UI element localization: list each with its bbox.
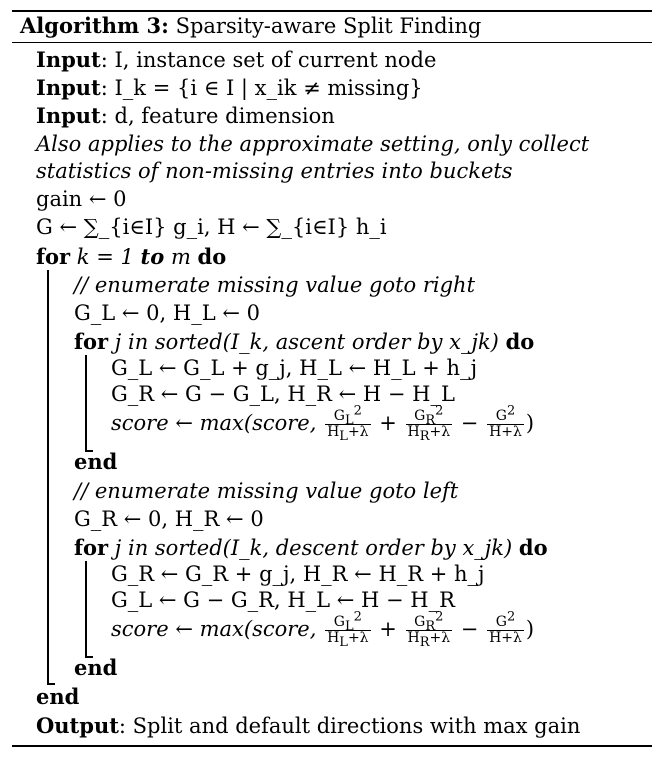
do-keyword: do xyxy=(505,329,535,354)
ascent-clause: j in sorted(I_k, ascent order by x_jk) xyxy=(114,330,499,354)
do-keyword: do xyxy=(518,535,548,560)
input-line-3 xyxy=(36,103,335,129)
input-text: : I_k = {i ∈ I | x_ik ≠ missing} xyxy=(100,76,423,100)
ascent-loop-bar xyxy=(85,355,87,451)
input-line-2 xyxy=(36,75,423,101)
output-keyword: Output xyxy=(36,713,119,738)
output-line xyxy=(36,713,580,739)
end-outer: end xyxy=(36,684,80,709)
fraction-g: $\frac{G^2}{H+\lambda}$ xyxy=(489,609,522,646)
init-right-stats: G_R ← 0, H_R ← 0 xyxy=(74,507,264,531)
for-keyword: for xyxy=(36,244,71,269)
input-keyword: Input xyxy=(36,75,101,100)
comment-missing-left: // enumerate missing value goto left xyxy=(74,479,459,503)
descent-score: score ← max(score, $\frac{G_L^2}{H_L+\lambda}$ + $\frac{G_R^2}{H_R+\lambda}$ − $\frac{G^2}{H+\lambda}$ ) xyxy=(111,609,535,650)
for-descent xyxy=(74,535,548,561)
do-keyword: do xyxy=(197,244,227,269)
init-left-stats: G_L ← 0, H_L ← 0 xyxy=(74,301,260,325)
descent-update-2: G_L ← G − G_R, H_L ← H − H_R xyxy=(111,588,455,612)
to-keyword: to xyxy=(140,244,165,269)
output-text: : Split and default directions with max gain xyxy=(118,714,581,738)
for-keyword: for xyxy=(74,329,109,354)
ascent-score: score ← max(score, $\frac{G_L^2}{H_L+\lambda}$ + $\frac{G_R^2}{H_R+\lambda}$ − $\frac{G^2}{H+\lambda}$ ) xyxy=(111,403,535,444)
loop-var: k = 1 xyxy=(76,245,134,269)
bottom-rule xyxy=(12,745,652,747)
loop-end: m xyxy=(170,245,191,269)
input-keyword: Input xyxy=(36,103,101,128)
algorithm-label: Algorithm 3: xyxy=(20,13,169,38)
note-line-2: statistics of non-missing entries into buckets xyxy=(36,159,513,183)
top-rule xyxy=(12,10,652,12)
algorithm-name: Sparsity-aware Split Finding xyxy=(175,14,482,38)
input-line-1 xyxy=(36,47,436,73)
fraction-gl: $\frac{G_L^2}{H_L+\lambda}$ xyxy=(327,403,369,444)
score-prefix: score ← max(score, xyxy=(111,617,317,641)
note-line-1: Also applies to the approximate setting, only collect xyxy=(36,132,590,156)
fraction-gl: $\frac{G_L^2}{H_L+\lambda}$ xyxy=(327,609,369,650)
for-keyword: for xyxy=(74,535,109,560)
ascent-update-1: G_L ← G_L + g_j, H_L ← H_L + h_j xyxy=(111,356,478,380)
outer-loop-bar xyxy=(47,270,49,684)
end-descent: end xyxy=(74,655,118,680)
ascent-update-2: G_R ← G − G_L, H_R ← H − H_L xyxy=(111,382,455,406)
end-ascent: end xyxy=(74,449,118,474)
init-gain: gain ← 0 xyxy=(36,187,127,211)
for-ascent xyxy=(74,329,534,355)
fraction-g: $\frac{G^2}{H+\lambda}$ xyxy=(489,403,522,440)
input-keyword: Input xyxy=(36,47,101,72)
score-prefix: score ← max(score, xyxy=(111,411,317,435)
descent-update-1: G_R ← G_R + g_j, H_R ← H_R + h_j xyxy=(111,562,485,586)
header-rule xyxy=(12,42,652,43)
init-sums: G ← ∑_{i∈I} g_i, H ← ∑_{i∈I} h_i xyxy=(36,215,387,239)
descent-loop-bar xyxy=(85,561,87,657)
algorithm-title xyxy=(20,13,481,39)
for-outer xyxy=(36,244,226,270)
input-text: : I, instance set of current node xyxy=(100,48,437,72)
fraction-gr: $\frac{G_R^2}{H_R+\lambda}$ xyxy=(407,403,451,444)
fraction-gr: $\frac{G_R^2}{H_R+\lambda}$ xyxy=(407,609,451,650)
comment-missing-right: // enumerate missing value goto right xyxy=(74,273,476,297)
input-text: : d, feature dimension xyxy=(100,104,335,128)
descent-clause: j in sorted(I_k, descent order by x_jk) xyxy=(114,536,513,560)
